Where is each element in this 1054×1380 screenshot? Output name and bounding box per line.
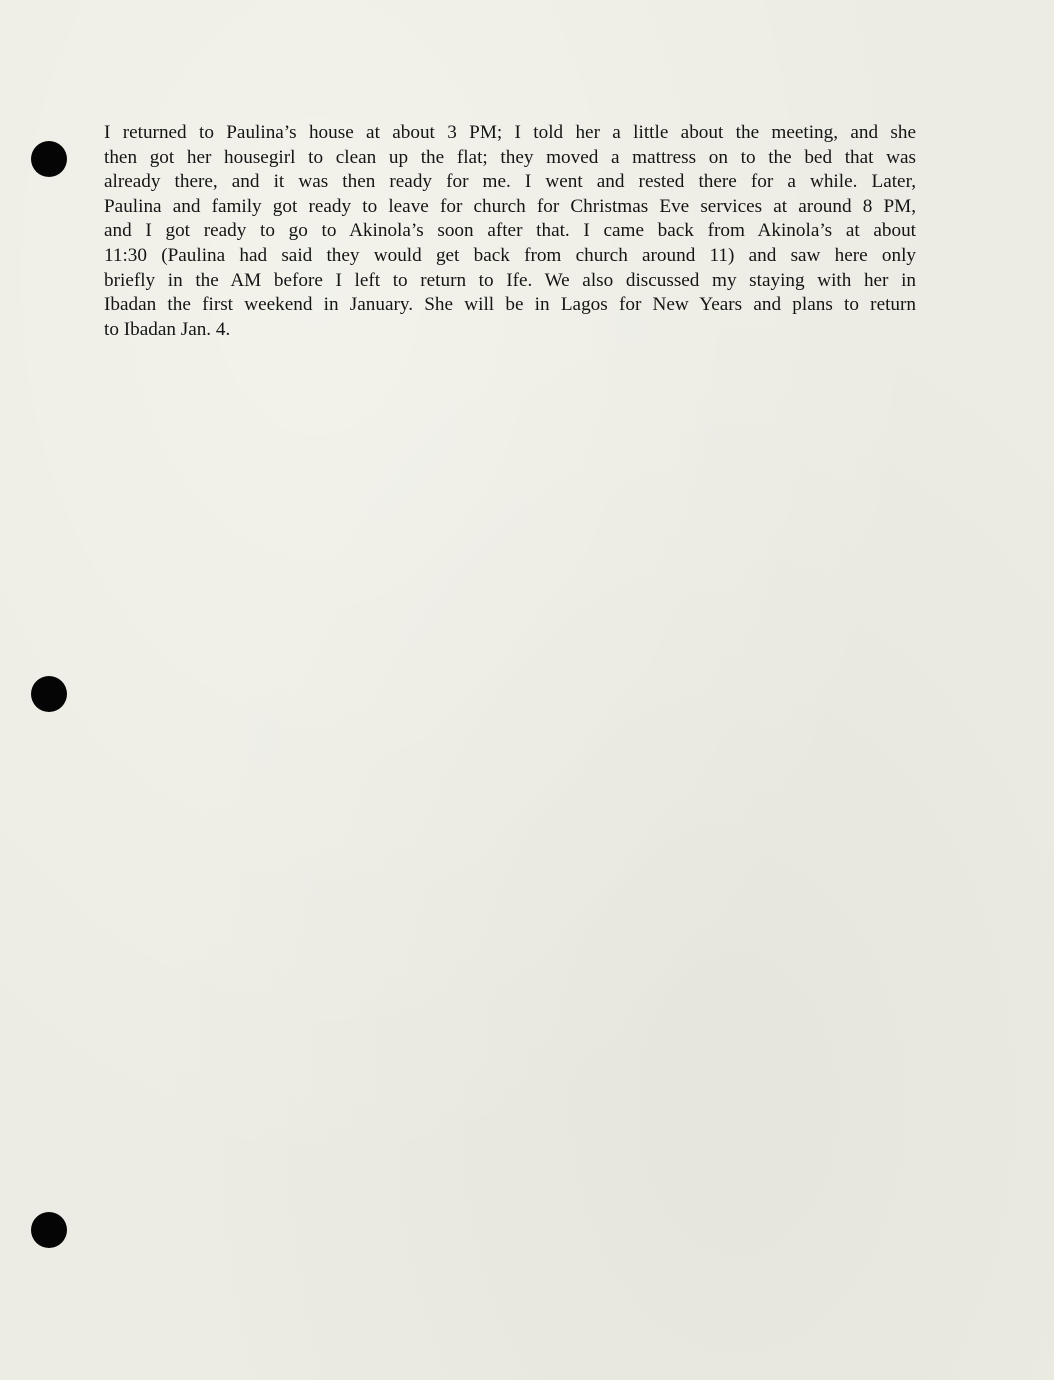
paragraph-line: Ibadan the first weekend in January. She will be in Lagos for New Years and plans to return xyxy=(104,294,916,316)
paragraph-line: Paulina and family got ready to leave for church for Christmas Eve services at around 8 PM, xyxy=(104,195,916,217)
paragraph-line: briefly in the AM before I left to return to Ife. We also discussed my staying with her in xyxy=(104,269,916,291)
binder-hole-top xyxy=(31,141,67,177)
body-paragraph xyxy=(104,121,916,342)
binder-hole-middle xyxy=(31,676,67,712)
paragraph-line: 11:30 (Paulina had said they would get back from church around 11) and saw here only xyxy=(104,244,916,266)
binder-hole-bottom xyxy=(31,1212,67,1248)
paragraph-line: I returned to Paulina’s house at about 3 PM; I told her a little about the meeting, and she xyxy=(104,122,916,143)
paragraph-line: to Ibadan Jan. 4. xyxy=(104,318,231,340)
paragraph-line: already there, and it was then ready for me. I went and rested there for a while. Later, xyxy=(104,171,916,193)
paragraph-line: and I got ready to go to Akinola’s soon after that. I came back from Akinola’s at about xyxy=(104,220,916,242)
paragraph-line: then got her housegirl to clean up the flat; they moved a mattress on to the bed that was xyxy=(104,146,916,168)
